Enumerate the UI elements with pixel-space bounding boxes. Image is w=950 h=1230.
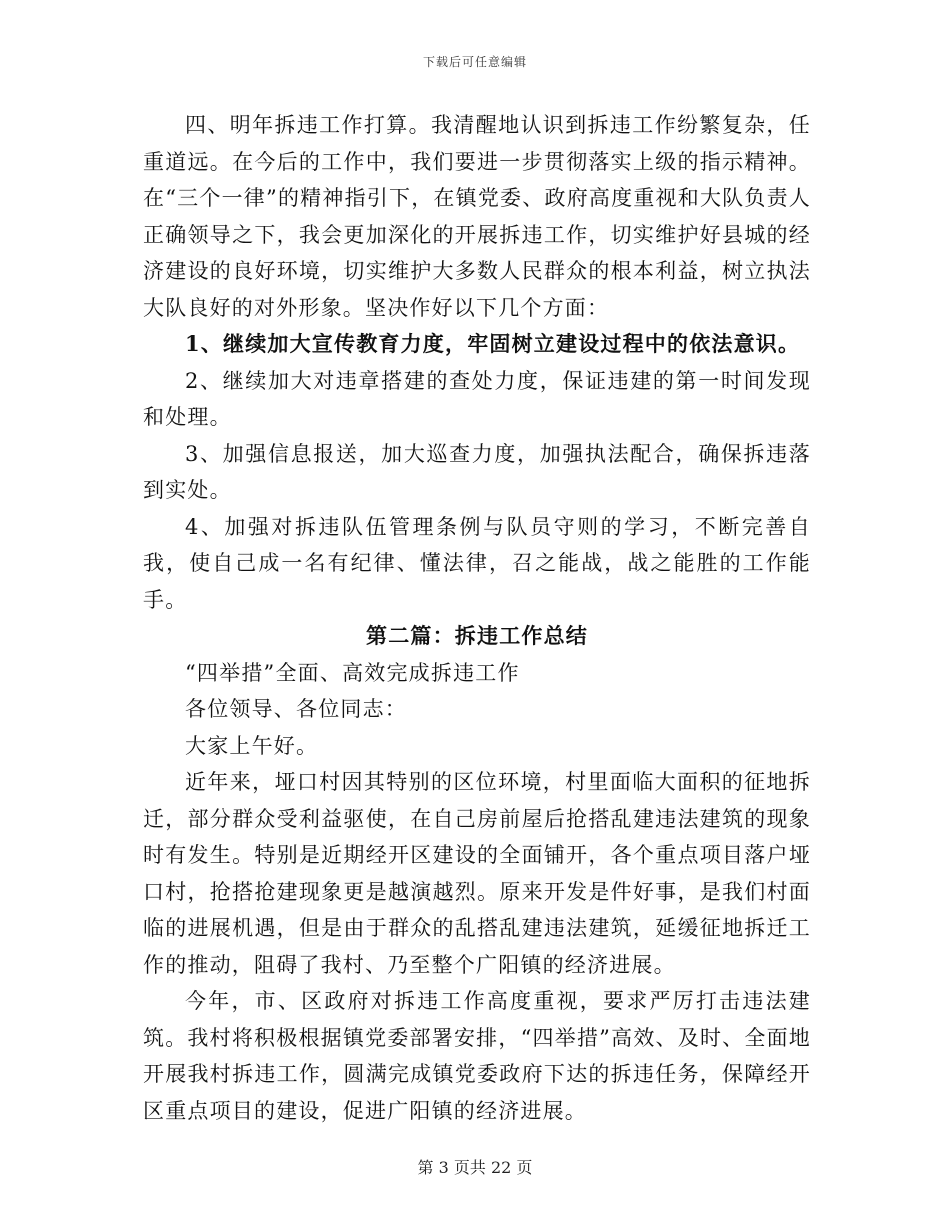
speech-title: “四举措”全面、高效完成拆违工作 [185, 660, 520, 685]
paragraph-next-year-plan: 四、明年拆违工作打算。我清醒地认识到拆违工作纷繁复杂，任重道远。在今后的工作中，我们要进一步贯彻落实上级的指示精神。在“三个一律”的精神指引下，在镇党委、政府高度重视和大队负责人正确领导之下，我会更加深化的开展拆违工作，切实维护好县城的经济建设的良好环境，切实维护大多数人民群众的根本利益，树立执法大队良好的对外形象。坚决作好以下几个方面： [143, 113, 811, 320]
paragraph-item-2: 2、继续加大对违章搭建的查处力度，保证违建的第一时间发现和处理。 [143, 368, 811, 429]
paragraph-item-4: 4、加强对拆违队伍管理条例与队员守则的学习，不断完善自我，使自己成一名有纪律、懂法律，召之能战，战之能胜的工作能手。 [143, 514, 811, 612]
document-body [143, 107, 811, 1129]
page-number: 第 3 页共 22 页 [417, 1158, 533, 1177]
paragraph-this-year: 今年，市、区政府对拆违工作高度重视，要求严厉打击违法建筑。我村将积极根据镇党委部署安排，“四举措”高效、及时、全面地开展我村拆违工作，圆满完成镇党委政府下达的拆违任务，保障经开区重点项目的建设，促进广阳镇的经济进展。 [143, 989, 811, 1123]
salutation: 各位领导、各位同志： [185, 697, 407, 721]
paragraph-item-3: 3、加强信息报送，加大巡查力度，加强执法配合，确保拆违落到实处。 [143, 441, 811, 502]
section-title: 第二篇：拆违工作总结 [366, 623, 588, 648]
paragraph-background: 近年来，垭口村因其特别的区位环境，村里面临大面积的征地拆迁，部分群众受利益驱使，在自己房前屋后抢搭乱建违法建筑的现象时有发生。特别是近期经开区建设的全面铺开，各个重点项目落户垭口村，抢搭抢建现象更是越演越烈。原来开发是件好事，是我们村面临的进展机遇，但是由于群众的乱搭乱建违法建筑，延缓征地拆迁工作的推动，阻碍了我村、乃至整个广阳镇的经济进展。 [143, 770, 811, 977]
paragraph-item-1: 1、继续加大宣传教育力度，牢固树立建设过程中的依法意识。 [185, 331, 801, 356]
greeting: 大家上午好。 [185, 733, 319, 758]
header-note: 下载后可任意编辑 [422, 55, 527, 69]
